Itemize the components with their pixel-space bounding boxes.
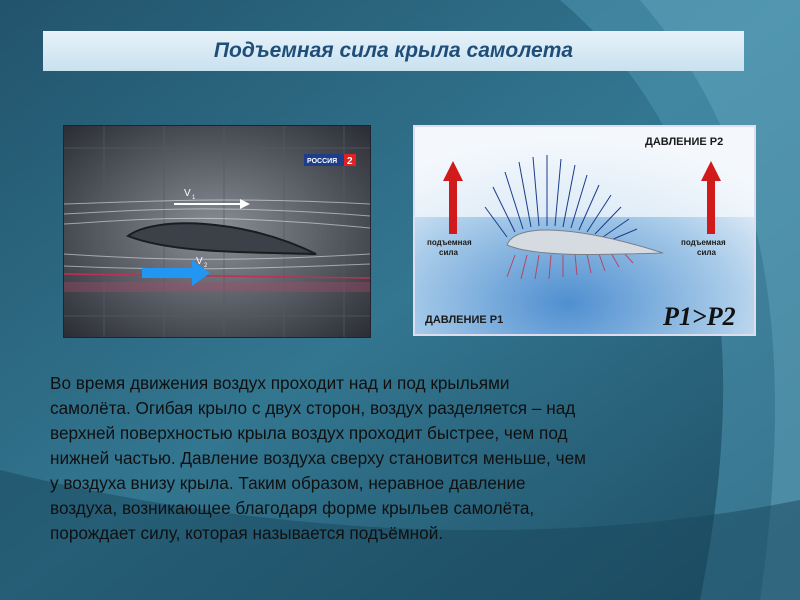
wind-tunnel-image [63,125,371,338]
pressure-diagram [413,125,756,336]
slide-title: Подъемная сила крыла самолета [213,39,574,62]
channel-logo: РОССИЯ [307,158,338,165]
lift-label-right-2: сила [697,248,716,257]
lift-label-left-1: подъемная [427,238,472,247]
paragraph-line: воздуха, возникающее благодаря форме крыльев самолёта, [50,498,535,518]
v1-sub: 1 [192,195,196,201]
paragraph-line: самолёта. Огибая крыло с двух сторон, воздух разделяется – над [50,398,576,418]
pressure-bottom-label: ДАВЛЕНИЕ Р1 [425,314,504,326]
paragraph-line: нижней частью. Давление воздуха сверху становится меньше, чем [50,448,586,468]
lift-label-left-2: сила [439,248,458,257]
pressure-top-label: ДАВЛЕНИЕ Р2 [645,136,724,148]
lift-label-right-1: подъемная [681,238,726,247]
channel-number: 2 [347,156,353,167]
pressure-formula: P1>P2 [663,302,736,331]
v1-label: V [184,188,191,199]
paragraph-line: порождает силу, которая называется подъёмной. [50,523,444,543]
v2-sub: 2 [204,263,208,269]
paragraph-line: верхней поверхностью крыла воздух проходит быстрее, чем под [50,423,568,443]
body-paragraph [50,371,750,546]
v2-label: V [196,256,203,267]
title-bar [43,31,744,71]
paragraph-line: у воздуха внизу крыла. Таким образом, неравное давление [50,473,526,493]
paragraph-line: Во время движения воздух проходит над и под крыльями [50,373,510,393]
